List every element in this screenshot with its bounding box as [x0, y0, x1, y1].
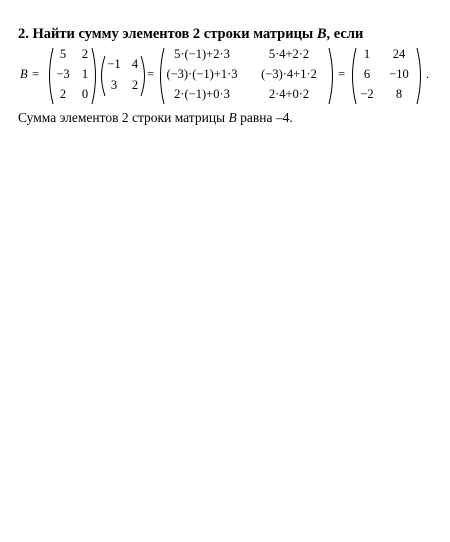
expanded-cell: (−3)·(−1)+1·3 [166, 67, 238, 81]
matrix-a-cell: 0 [81, 87, 89, 101]
result-cell: 8 [395, 87, 403, 101]
expanded-right-paren [328, 47, 336, 105]
answer-text [18, 110, 293, 126]
answer-prefix: Сумма элементов 2 строки матрицы [18, 110, 229, 125]
result-cell: −2 [360, 87, 374, 101]
expanded-cell: 5·4+2·2 [268, 47, 310, 61]
result-cell: 1 [363, 47, 371, 61]
expanded-cell: (−3)·4+1·2 [261, 67, 317, 81]
result-cell: 24 [392, 47, 406, 61]
equals-sign: = [338, 67, 346, 81]
answer-matrix-var: B [228, 110, 237, 125]
matrix-a-cell: −3 [56, 67, 70, 81]
matrix-b-cell: 4 [131, 57, 139, 71]
matrix-a-cell: 1 [81, 67, 89, 81]
title-prefix: 2. Найти сумму элементов 2 строки матрицы [18, 26, 317, 42]
equation-period: . [426, 67, 430, 81]
result-right-paren [416, 47, 424, 105]
equals-sign: = [147, 67, 155, 81]
problem-title [18, 26, 363, 43]
expanded-cell: 2·(−1)+0·3 [174, 87, 230, 101]
expanded-cell: 5·(−1)+2·3 [174, 47, 230, 61]
answer-suffix: равна –4. [236, 110, 293, 125]
matrix-b-cell: 2 [131, 78, 139, 92]
matrix-b-cell: 3 [110, 78, 118, 92]
matrix-a-cell: 2 [81, 47, 89, 61]
title-matrix-var: B [316, 26, 327, 42]
matrix-b-cell: −1 [107, 57, 121, 71]
title-suffix: , если [326, 26, 364, 42]
matrix-equation [18, 47, 438, 105]
expanded-cell: 2·4+0·2 [268, 87, 310, 101]
matrix-a-cell: 5 [59, 47, 67, 61]
result-cell: 6 [363, 67, 371, 81]
matrix-a-cell: 2 [59, 87, 67, 101]
lhs-variable: B [20, 67, 28, 81]
result-cell: −10 [389, 67, 409, 81]
equals-sign: = [32, 67, 40, 81]
